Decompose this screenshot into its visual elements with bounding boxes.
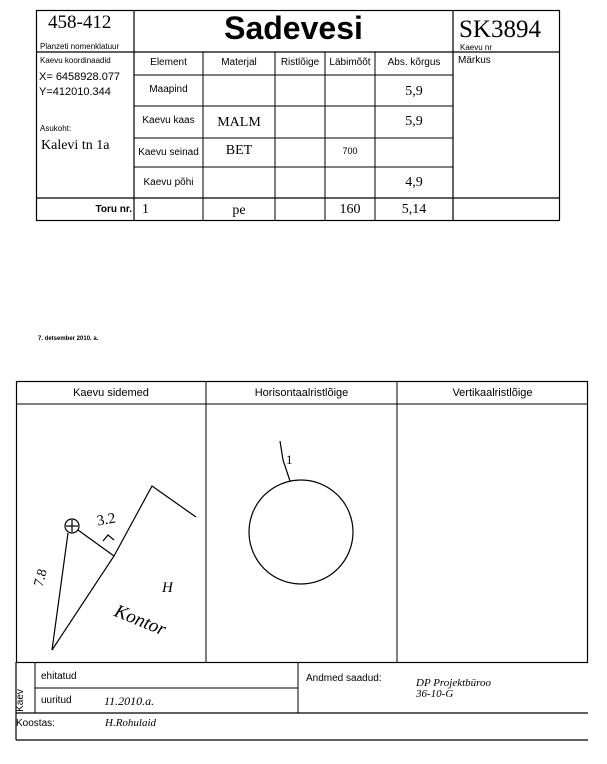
well-no-label: Kaevu nr <box>460 43 493 52</box>
horisontaal-sketch <box>249 441 353 584</box>
sketch-dist1: 3.2 <box>95 510 117 530</box>
col-header-labimoot: Läbimõõt <box>329 57 371 68</box>
pipe-abs: 5,14 <box>401 202 427 217</box>
koostas-value: H.Rohulaid <box>105 717 157 729</box>
row-labimoot: 700 <box>342 146 358 156</box>
nomenclature-label: Planzeti nomenklatuur <box>40 42 120 51</box>
date: 7. detsember 2010. a. <box>38 336 99 342</box>
col-header-materjal: Materjal <box>221 57 257 68</box>
row-element: Kaevu kaas <box>142 115 195 126</box>
sketch-h: H <box>162 580 173 596</box>
uuritud-value: 11.2010.a. <box>104 694 155 708</box>
andmed-label: Andmed saadud: <box>306 673 382 684</box>
row-abs: 4,9 <box>405 175 423 190</box>
location-label: Asukoht: <box>40 124 72 133</box>
pipe-nr: 1 <box>142 202 149 217</box>
col-header-markus: Märkus <box>458 55 491 66</box>
pipe-mark: 1 <box>286 452 293 467</box>
koostas-label: Koostas: <box>16 718 55 729</box>
andmed-line2: 36-10-G <box>416 688 454 700</box>
row-abs: 5,9 <box>405 84 423 99</box>
sketch-dist2: 7.8 <box>31 567 51 589</box>
row-element: Maapind <box>149 84 188 95</box>
andmed-line1: DP Projektbüroo <box>416 677 492 689</box>
coords-label: Kaevu koordinaadid <box>40 56 111 65</box>
uuritud-label: uuritud <box>41 695 72 706</box>
row-element: Kaevu põhi <box>143 177 194 188</box>
row-materjal: BET <box>225 143 253 158</box>
row-materjal: MALM <box>217 115 261 130</box>
col-header-ristloige: Ristlõige <box>280 57 320 68</box>
col-header-abs: Abs. kõrgus <box>387 57 441 68</box>
page-title: Sadevesi <box>224 10 363 46</box>
row-element: Kaevu seinad <box>138 147 199 158</box>
coord-x: X= 6458928.077 <box>39 71 121 83</box>
sketch-kontor: Kontor <box>111 600 170 641</box>
coord-y: Y=412010.344 <box>39 86 111 98</box>
col-header-element: Element <box>150 57 187 68</box>
ehitatud-label: ehitatud <box>41 671 77 682</box>
pipe-label: Toru nr. <box>95 204 132 215</box>
pipe-materjal: pe <box>232 203 246 218</box>
location-value: Kalevi tn 1a <box>41 138 110 153</box>
pipe-labimoot: 160 <box>339 202 361 217</box>
col-horisontaal: Horisontaalristlõige <box>254 387 349 399</box>
row-abs: 5,9 <box>405 114 423 129</box>
col-sidemed: Kaevu sidemed <box>73 387 149 399</box>
well-no-value: SK3894 <box>459 16 541 43</box>
kaev-label: Kaev <box>14 689 26 712</box>
col-vertikaal: Vertikaalristlõige <box>452 387 533 399</box>
nomenclature-value: 458-412 <box>48 12 112 33</box>
